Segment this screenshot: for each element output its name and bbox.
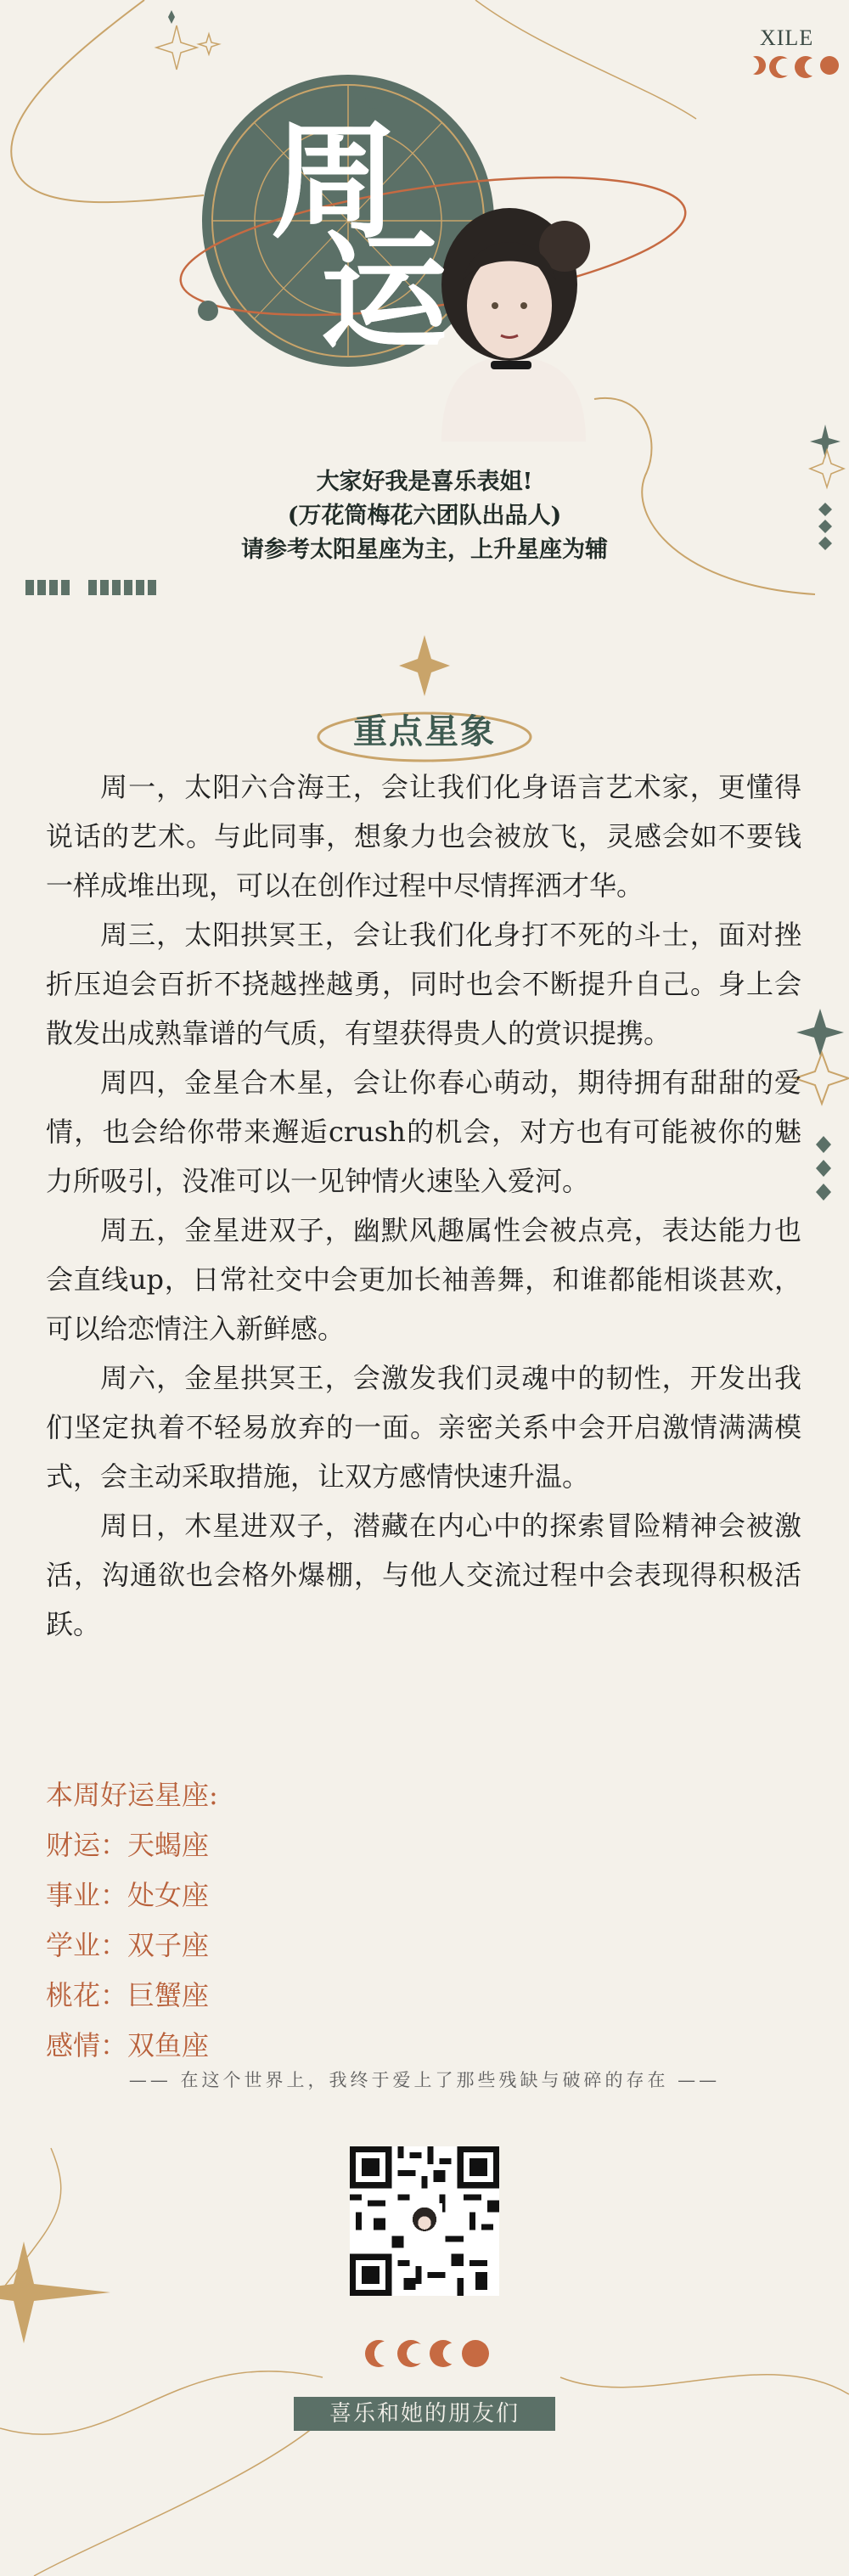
paragraph-friday: 周五，金星进双子，幽默风趣属性会被点亮，表达能力也会直线up，日常社交中会更加长袖善舞，和谁都能相谈甚欢，可以给恋情注入新鲜感。 [46,1214,801,1345]
sparkle-icon [156,25,219,70]
moon-phase-icon [365,2340,489,2367]
brand-mark: XILE [760,25,814,50]
hero-title-line2: 运 [320,219,448,367]
footer-banner: 喜乐和她的朋友们 [294,2397,555,2431]
lucky-item-career: 事业：处女座 [46,1879,210,1911]
moon-phase-icon [747,56,839,78]
qr-code[interactable] [350,2146,499,2296]
lucky-signs [46,1770,470,2071]
horoscope-body [46,762,801,1649]
hero-title [259,109,448,367]
intro-line1: 大家好我是喜乐表姐! [316,469,533,495]
intro-line2: (万花筒梅花六团队出品人) [287,503,562,529]
lucky-item-romance: 桃花：巨蟹座 [46,1979,210,2011]
avatar-illustration [441,208,590,442]
section-title: 重点星象 [353,711,496,751]
lucky-item-wealth: 财运：天蝎座 [46,1829,210,1861]
hero-title-line1: 周 [271,109,399,256]
paragraph-wednesday: 周三，太阳拱冥王，会让我们化身打不死的斗士，面对挫折压迫会百折不挠越挫越勇，同时也会不断提升自己。身上会散发出成熟靠谱的气质，有望获得贵人的赏识提携。 [46,919,801,1049]
decorative-dashes [25,580,156,595]
paragraph-saturday: 周六，金星拱冥王，会激发我们灵魂中的韧性，开发出我们坚定执着不轻易放弃的一面。亲密关系中会开启激情满满模式，会主动采取措施，让双方感情快速升温。 [46,1362,801,1493]
paragraph-sunday: 周日，木星进双子，潜藏在内心中的探索冒险精神会被激活，沟通欲也会格外爆棚，与他人交流过程中会表现得积极活跃。 [46,1510,801,1640]
lucky-heading: 本周好运星座: [46,1779,218,1811]
lucky-item-study: 学业：双子座 [46,1929,210,1961]
paragraph-monday: 周一，太阳六合海王，会让我们化身语言艺术家，更懂得说话的艺术。与此同事，想象力也会被放飞，灵感会如不要钱一样成堆出现，可以在创作过程中尽情挥洒才华。 [46,771,801,902]
paragraph-thursday: 周四，金星合木星，会让你春心萌动，期待拥有甜甜的爱情，也会给你带来邂逅crush的机会，对方也有可能被你的魅力所吸引，没准可以一见钟情火速坠入爱河。 [46,1066,801,1197]
closing-quote: —— 在这个世界上，我终于爱上了那些残缺与破碎的存在 —— [128,2070,721,2090]
intro-line3: 请参考太阳星座为主，上升星座为辅 [241,537,608,563]
intro-block [0,465,849,567]
lucky-item-love: 感情：双鱼座 [46,2029,210,2061]
